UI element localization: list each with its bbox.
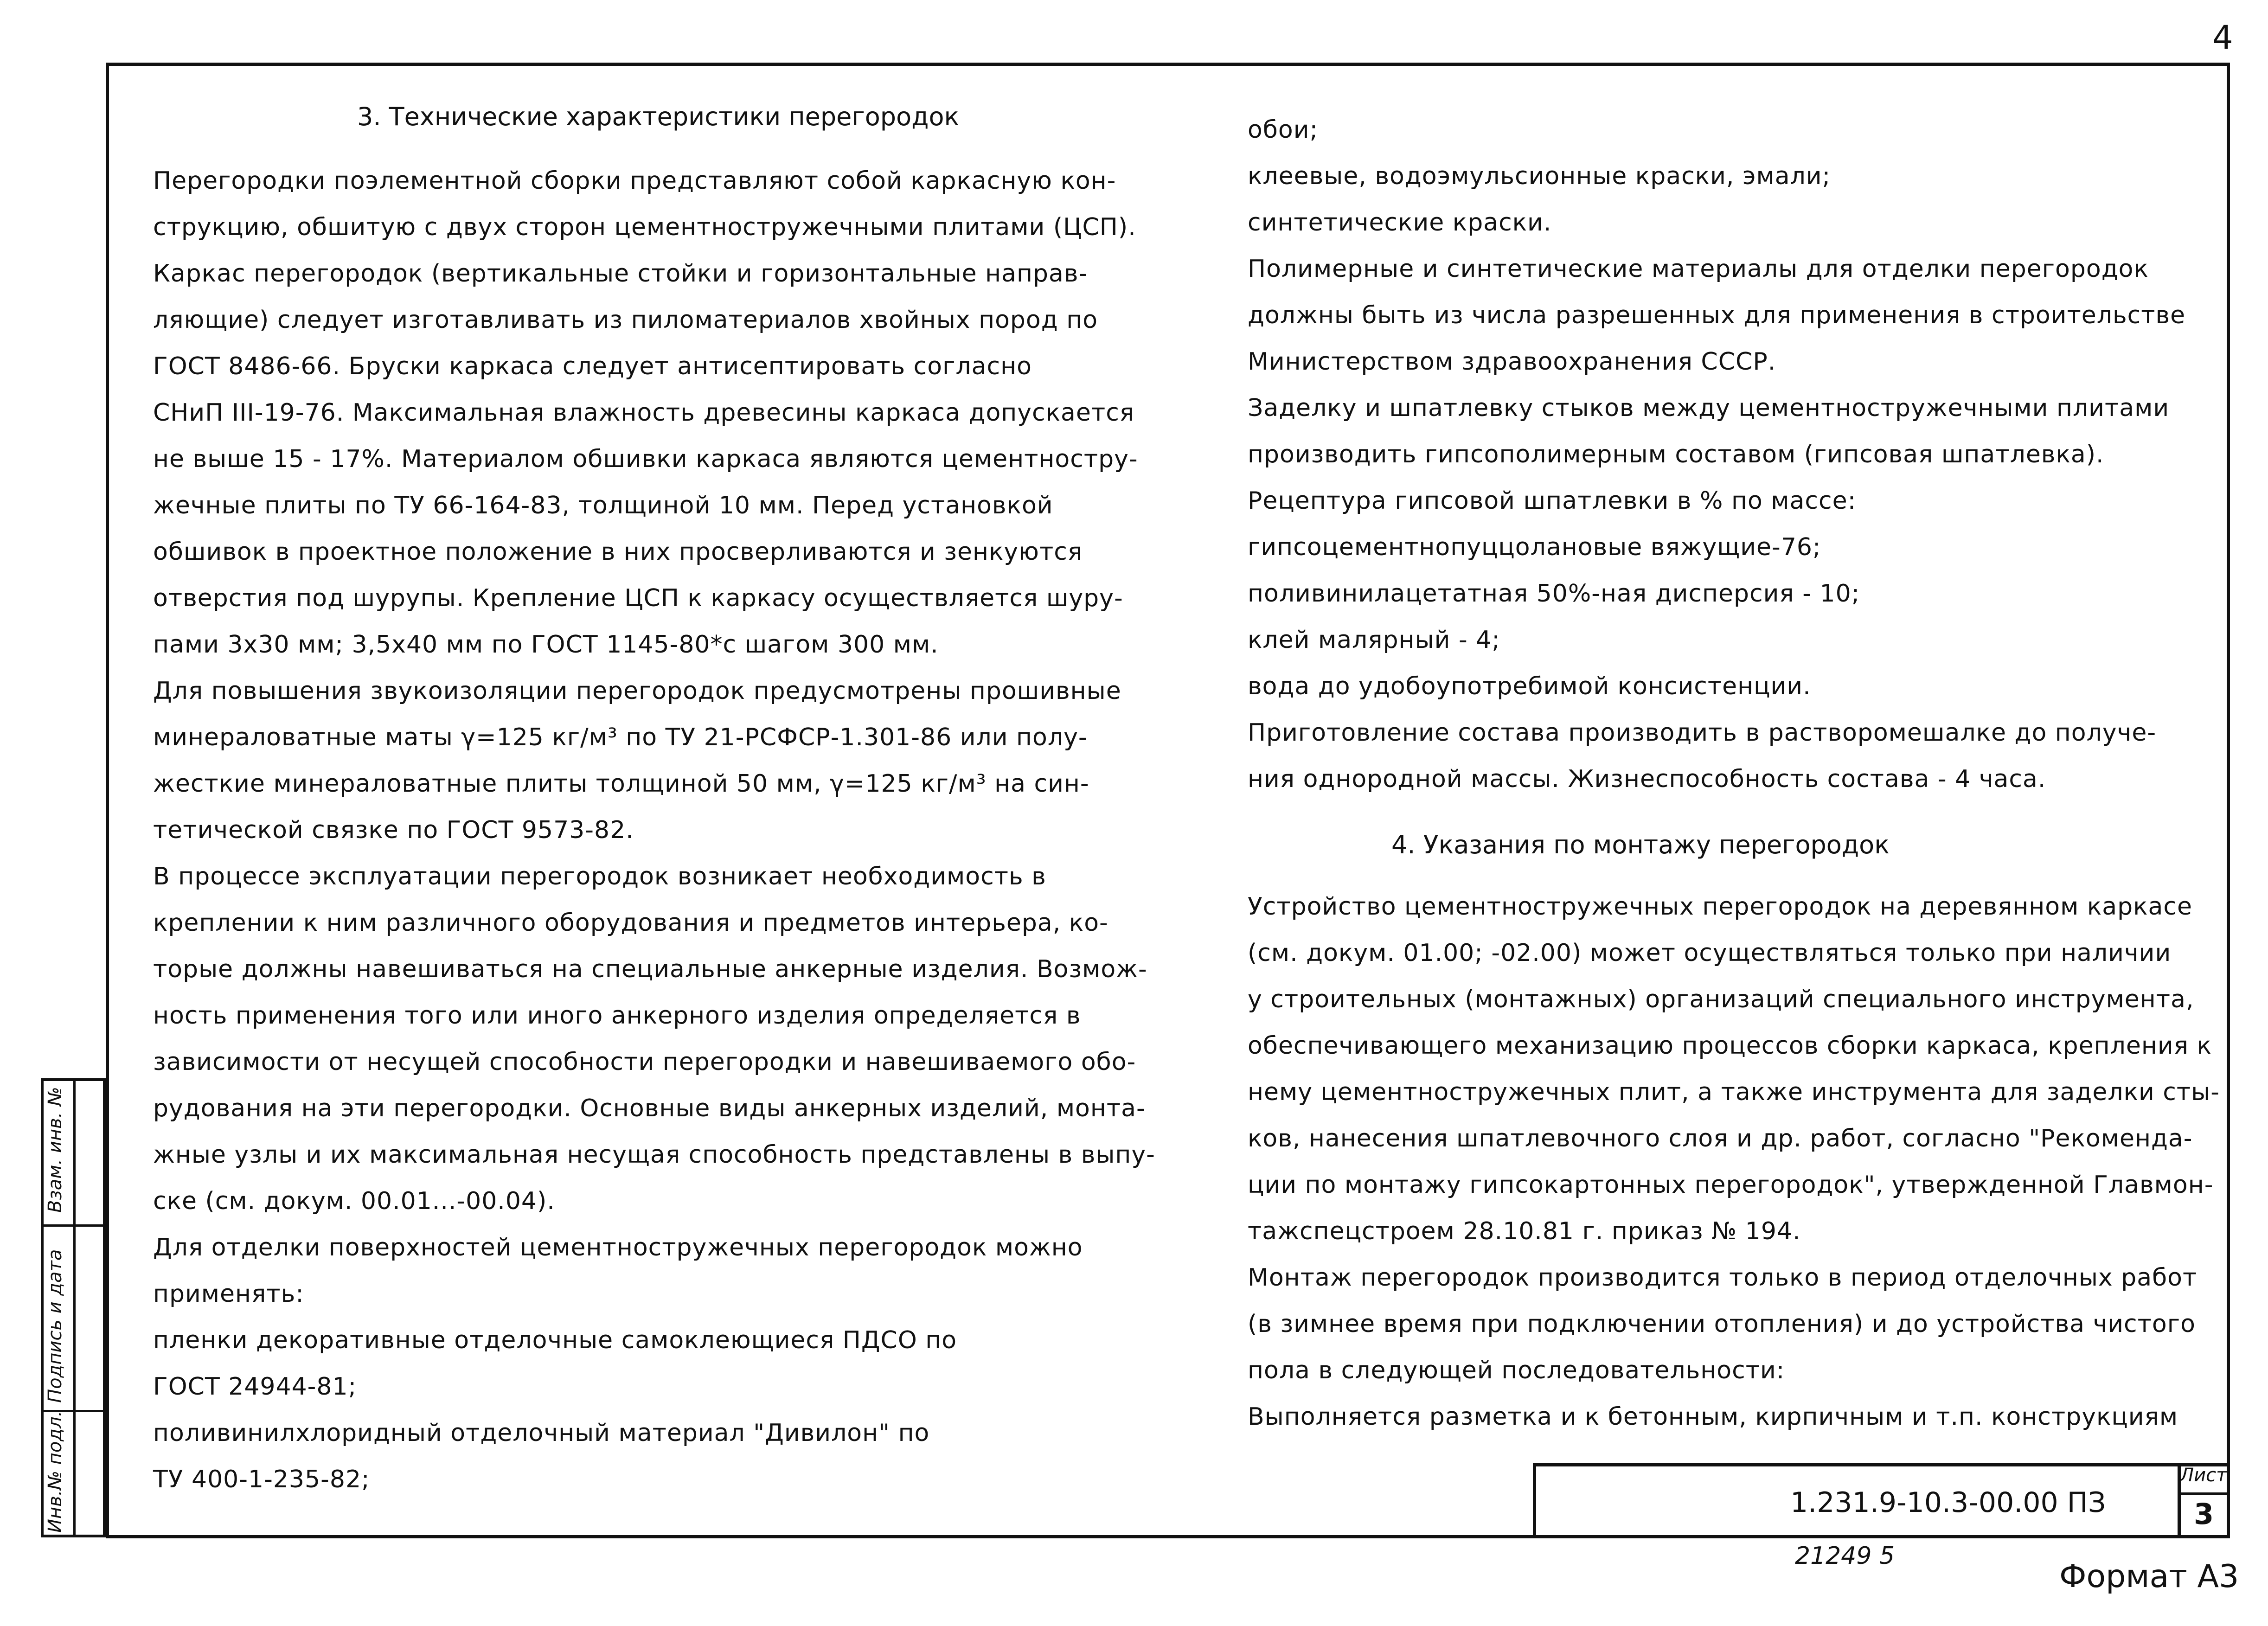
text-line: не выше 15 - 17%. Материалом обшивки каркаса являются цементностру- xyxy=(153,445,1138,473)
format-label: Формат А3 xyxy=(2059,1558,2239,1595)
text-line: обшивок в проектное положение в них просверливаются и зенкуются xyxy=(153,538,1083,566)
text-line: (см. докум. 01.00; -02.00) может осуществляться только при наличии xyxy=(1248,939,2172,967)
inventory-number: 21249 5 xyxy=(1795,1542,1895,1570)
right-column-top-text xyxy=(1248,107,2185,802)
text-line: Заделку и шпатлевку стыков между цементностружечными плитами xyxy=(1248,394,2170,422)
text-line: торые должны навешиваться на специальные анкерные изделия. Возмож- xyxy=(153,955,1147,983)
right-column-bottom-text xyxy=(1248,883,2220,1440)
text-line: Полимерные и синтетические материалы для отделки перегородок xyxy=(1248,255,2149,283)
text-line: клеевые, водоэмульсионные краски, эмали; xyxy=(1248,162,1831,190)
text-line: пленки декоративные отделочные самоклеющиеся ПДСО по xyxy=(153,1326,957,1354)
side-label-signature-date: Подпись и дата xyxy=(45,1249,66,1403)
left-column-text xyxy=(153,158,1155,1503)
text-line: Устройство цементностружечных перегородок на деревянном каркасе xyxy=(1248,893,2192,921)
text-line: зависимости от несущей способности перегородки и навешиваемого обо- xyxy=(153,1048,1136,1076)
text-line: жесткие минераловатные плиты толщиной 50 мм, γ=125 кг/м³ на син- xyxy=(153,770,1089,798)
text-line: тетической связке по ГОСТ 9573-82. xyxy=(153,816,634,844)
text-line: Рецептура гипсовой шпатлевки в % по массе: xyxy=(1248,487,1857,515)
text-line: Министерством здравоохранения СССР. xyxy=(1248,348,1776,376)
side-label-original-inv: Инв.№ подл. xyxy=(45,1410,66,1533)
text-line: Для повышения звукоизоляции перегородок предусмотрены прошивные xyxy=(153,677,1121,705)
text-line: СНиП III-19-76. Максимальная влажность древесины каркаса допускается xyxy=(153,399,1135,427)
text-line: ния однородной массы. Жизнеспособность состава - 4 часа. xyxy=(1248,765,2046,793)
text-line: креплении к ним различного оборудования и предметов интерьера, ко- xyxy=(153,909,1108,937)
text-line: производить гипсополимерным составом (гипсовая шпатлевка). xyxy=(1248,441,2104,468)
text-line: жечные плиты по ТУ 66-164-83, толщиной 10 мм. Перед установкой xyxy=(153,492,1053,519)
text-line: ГОСТ 8486-66. Бруски каркаса следует антисептировать согласно xyxy=(153,352,1032,380)
side-label-replacement-inv: Взам. инв. № xyxy=(45,1087,66,1213)
text-line: ляющие) следует изготавливать из пиломатериалов хвойных пород по xyxy=(153,306,1098,334)
text-line: ность применения того или иного анкерного изделия определяется в xyxy=(153,1002,1081,1030)
text-line: синтетические краски. xyxy=(1248,209,1552,237)
text-line: Для отделки поверхностей цементностружечных перегородок можно xyxy=(153,1234,1083,1261)
text-line: ТУ 400-1-235-82; xyxy=(153,1466,370,1493)
text-line: ции по монтажу гипсокартонных перегородок", утвержденной Главмон- xyxy=(1248,1171,2214,1199)
text-line: клей малярный - 4; xyxy=(1248,626,1500,654)
sheet-number: 3 xyxy=(2194,1497,2214,1531)
text-line: Приготовление состава производить в растворомешалке до получе- xyxy=(1248,719,2157,747)
text-line: ске (см. докум. 00.01...-00.04). xyxy=(153,1187,555,1215)
text-line: ГОСТ 24944-81; xyxy=(153,1373,357,1401)
text-line: ков, нанесения шпатлевочного слоя и др. работ, согласно "Рекоменда- xyxy=(1248,1125,2193,1152)
text-line: у строительных (монтажных) организаций специального инструмента, xyxy=(1248,986,2194,1013)
text-line: пами 3х30 мм; 3,5х40 мм по ГОСТ 1145-80*с шагом 300 мм. xyxy=(153,631,939,659)
text-line: тажспецстроем 28.10.81 г. приказ № 194. xyxy=(1248,1217,1801,1245)
text-line: обеспечивающего механизацию процессов сборки каркаса, крепления к xyxy=(1248,1032,2212,1060)
text-line: вода до удобоупотребимой консистенции. xyxy=(1248,672,1811,700)
text-line: Перегородки поэлементной сборки представляют собой каркасную кон- xyxy=(153,167,1116,195)
text-line: применять: xyxy=(153,1280,304,1308)
section-4-heading: 4. Указания по монтажу перегородок xyxy=(1391,830,1890,859)
side-strip-hline-1 xyxy=(41,1224,106,1227)
text-line: (в зимнее время при подключении отопления) и до устройства чистого xyxy=(1248,1310,2196,1338)
text-line: струкцию, обшитую с двух сторон цементностружечными плитами (ЦСП). xyxy=(153,213,1136,241)
text-line: Монтаж перегородок производится только в период отделочных работ xyxy=(1248,1264,2198,1292)
text-line: В процессе эксплуатации перегородок возникает необходимость в xyxy=(153,863,1046,890)
text-line: минераловатные маты γ=125 кг/м³ по ТУ 21-РСФСР-1.301-86 или полу- xyxy=(153,723,1088,751)
text-line: поливинилхлоридный отделочный материал "Дивилон" по xyxy=(153,1419,930,1447)
text-line: поливинилацетатная 50%-ная дисперсия - 10; xyxy=(1248,580,1860,608)
page-number: 4 xyxy=(2212,19,2233,57)
text-line: гипсоцементнопуццолановые вяжущие-76; xyxy=(1248,533,1821,561)
text-line: отверстия под шурупы. Крепление ЦСП к каркасу осуществляется шуру- xyxy=(153,584,1123,612)
text-line: рудования на эти перегородки. Основные виды анкерных изделий, монта- xyxy=(153,1095,1146,1122)
sheet-cell-divider xyxy=(2178,1492,2230,1495)
side-strip-divider xyxy=(73,1078,76,1537)
text-line: Выполняется разметка и к бетонным, кирпичным и т.п. конструкциям xyxy=(1248,1403,2178,1431)
document-code: 1.231.9-10.3-00.00 ПЗ xyxy=(1790,1486,2106,1519)
text-line: Каркас перегородок (вертикальные стойки и горизонтальные направ- xyxy=(153,260,1088,288)
sheet-label: Лист xyxy=(2180,1465,2227,1486)
text-line: жные узлы и их максимальная несущая способность представлены в выпу- xyxy=(153,1141,1155,1169)
section-3-heading: 3. Технические характеристики перегородок xyxy=(357,102,960,131)
text-line: пола в следующей последовательности: xyxy=(1248,1357,1785,1384)
text-line: обои; xyxy=(1248,116,1319,144)
text-line: должны быть из числа разрешенных для применения в строительстве xyxy=(1248,301,2186,329)
text-line: нему цементностружечных плит, а также инструмента для заделки сты- xyxy=(1248,1078,2220,1106)
